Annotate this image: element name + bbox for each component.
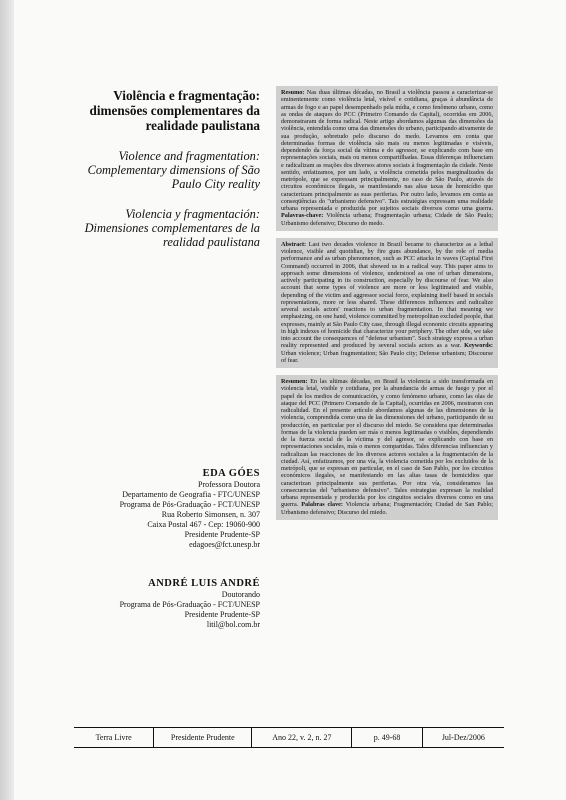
title-block [84, 88, 260, 249]
author-1-postal: Caixa Postal 467 - Cep: 19060-900 [147, 520, 260, 529]
author-1-street: Rua Roberto Simonsen, n. 307 [161, 510, 260, 519]
author-2-name: ANDRÉ LUIS ANDRÉ [148, 578, 260, 589]
resumo-block [276, 86, 498, 231]
author-2-city: Presidente Prudente-SP [184, 610, 260, 619]
resumen-keywords: Violencia urbana; Fragmentación; Ciudad de San Pablo; Urbanismo defensivo; Discurso del miedo. [281, 501, 494, 516]
abstract-block [276, 238, 498, 368]
separator [276, 368, 498, 375]
resumo-label: Resumo: [281, 89, 305, 96]
resumen-keywords-label: Palabras clave: [301, 501, 343, 509]
abstract-keywords-label: Keywords: [464, 342, 493, 350]
abstract-box [276, 86, 498, 520]
title-spanish: Violencia y fragmentación: Dimensiones complementares de la realidad paulistana [84, 207, 260, 249]
abstract-label: Abstract: [281, 240, 307, 248]
author-1-email: edagoes@fct.unesp.br [189, 540, 260, 549]
footer-city: Presidente Prudente [153, 728, 251, 747]
author-1 [60, 467, 260, 550]
separator [276, 231, 498, 238]
scan-edge [0, 0, 14, 800]
abstract-keywords: Urban violence; Urban fragmentation; São Paulo city; Defense urbanism; Discourse of fear. [281, 349, 493, 364]
author-1-program: Programa de Pós-Graduação - FCT/UNESP [119, 500, 260, 509]
footer-journal: Terra Livre [95, 733, 132, 742]
author-1-city: Presidente Prudente-SP [184, 530, 260, 539]
author-1-name: EDA GÓES [202, 468, 260, 479]
author-1-position: Professora Doutora [198, 480, 260, 489]
resumen-label: Resumen: [281, 378, 308, 385]
footer-volume: Ano 22, v. 2, n. 27 [251, 728, 351, 747]
title-portuguese: Violência e fragmentação: dimensões complementares da realidade paulistana [89, 88, 260, 133]
title-english: Violence and fragmentation: Complementary dimensions of São Paulo City reality [87, 149, 260, 191]
footer-date: Jul-Dez/2006 [422, 728, 504, 747]
footer-bar [74, 727, 504, 748]
author-2-program: Programa de Pós-Graduação - FCT/UNESP [119, 600, 260, 609]
abstract-text: Last two decades violence in Brazil became to characterize as a lethal violence, visible and quotidian, by fire guns abundance, by the role of media performance and as urban phenomenon, such as PCC attacks in waves (Capital First Command) occurred in 2006, that showed us in a radical way. This paper aims to approach some dimensions of violence, understood as one of urban dimensions, actively participating in its construction, especially by discourse of fear. We also account that some types of violence are more or less legitimated and visible, depending of the victim and aggressor social force, explaining itself based in socials representations, more or less shared. These differences influences and radicalize several socials actors' reactions to urban fragmentation. In that meaning we emphasizing, on one hand, violence committed by metropolitan excluded people, that expresses, mainly at São Paulo City case, through illegal economic circuits appearing in high indexes of homicide that characterize your periphery. The other side, we take into account the consequences of "defense urbanism". Such strategy express a urban reality represented and produced by several socials actors as a war. [281, 240, 493, 350]
author-2 [60, 577, 260, 630]
footer-pages: p. 49-68 [351, 728, 421, 747]
resumo-text: Nas duas últimas décadas, no Brasil a violência passou a caracterizar-se eminentemente como violência letal, visível e cotidiana, graças à abundância de armas de fogo e ao papel desempenhado pela mídia, e como fenômeno urbano, como as ondas de ataques do PCC (Primeiro Comando da Capital), ocorridas em 2006, demonstraram de forma radical. Neste artigo abordamos algumas das dimensões da violência, entendida como uma das dimensões do urbano, participando ativamente de sua produção, sobretudo pelo discurso do medo. Levamos em conta que determinadas formas de violência são mais ou menos legitimadas e visíveis, dependendo da força social da vítima e do agressor, se explicando com base em representações sociais, mais ou menos compartilhadas. Essas diferenças influenciam e radicalizam as reações dos diversos atores sociais à fragmentação da cidade. Neste sentido, enfatizamos, por um lado, a violência cometida pelos marginalizados da metrópole, que se expressam principalmente, no caso de São Paulo, através de circuitos econômicos ilegais, se manifestando nas altas taxas de homicídio que caracterizam principalmente as suas periferias. Por outro lado, levamos em conta as conseqüências do "urbanismo defensivo". Tais estratégias expressam uma realidade urbana representada e produzida por sujeitos sociais diversos como uma guerra. [281, 89, 493, 212]
resumo-keywords-label: Palavras-chave: [281, 212, 324, 220]
resumo-keywords: Violência urbana; Fragmentação urbana; Cidade de São Paulo; Urbanismo defensivo; Discurso do medo. [281, 212, 494, 227]
author-1-department: Departamento de Geografia - FTC/UNESP [122, 490, 260, 499]
author-2-position: Doutorando [221, 590, 260, 599]
resumen-block [276, 375, 498, 520]
resumen-text: En las ultimas décadas, en Brasil la violencia a sido transformada en violencia letal, visible y cotidiana, por la abundancia de armas de fuego y por el papel de los medios de comunicación, y como fenómeno urbano, como las olas de ataque del PCC (Primero Comando de la Capital), ocurridas en 2006, mostraron con radicalidad. En el presente artículo abordamos algunas de las dimensiones de la violencia, comprendida como una de las dimensiones del urbano, participando de su producción, en particular por el discurso del miedo. Se considera que determinadas formas de la violencia pueden ser más o menos legitimadas o visibles, dependiendo de la fuerza social de la víctima y del agresor, se explicando con base en representaciones sociales, más o menos compartidas. Tales diferencias influencian y radicalizan las reacciones de los diversos actores sociales a la fragmentación de la ciudad. Así, enfatizamos, por una vía, la violencia cometida por los excluidos de la metrópoli, que se expresan en particular, en el caso de San Pablo, por los circuitos económicos ilegales, se manifestando en las altas tasas de homicidios que caracterizan principalmente sus periferias. Por otra vía, consideramos las consecuencias del "urbanismo defensivo". Tales estrategias expresan la realidad urbana representada y producida por los cinguitos sociales diversos como en una guerra. [281, 378, 493, 509]
author-2-email: litil@bol.com.br [206, 620, 260, 629]
